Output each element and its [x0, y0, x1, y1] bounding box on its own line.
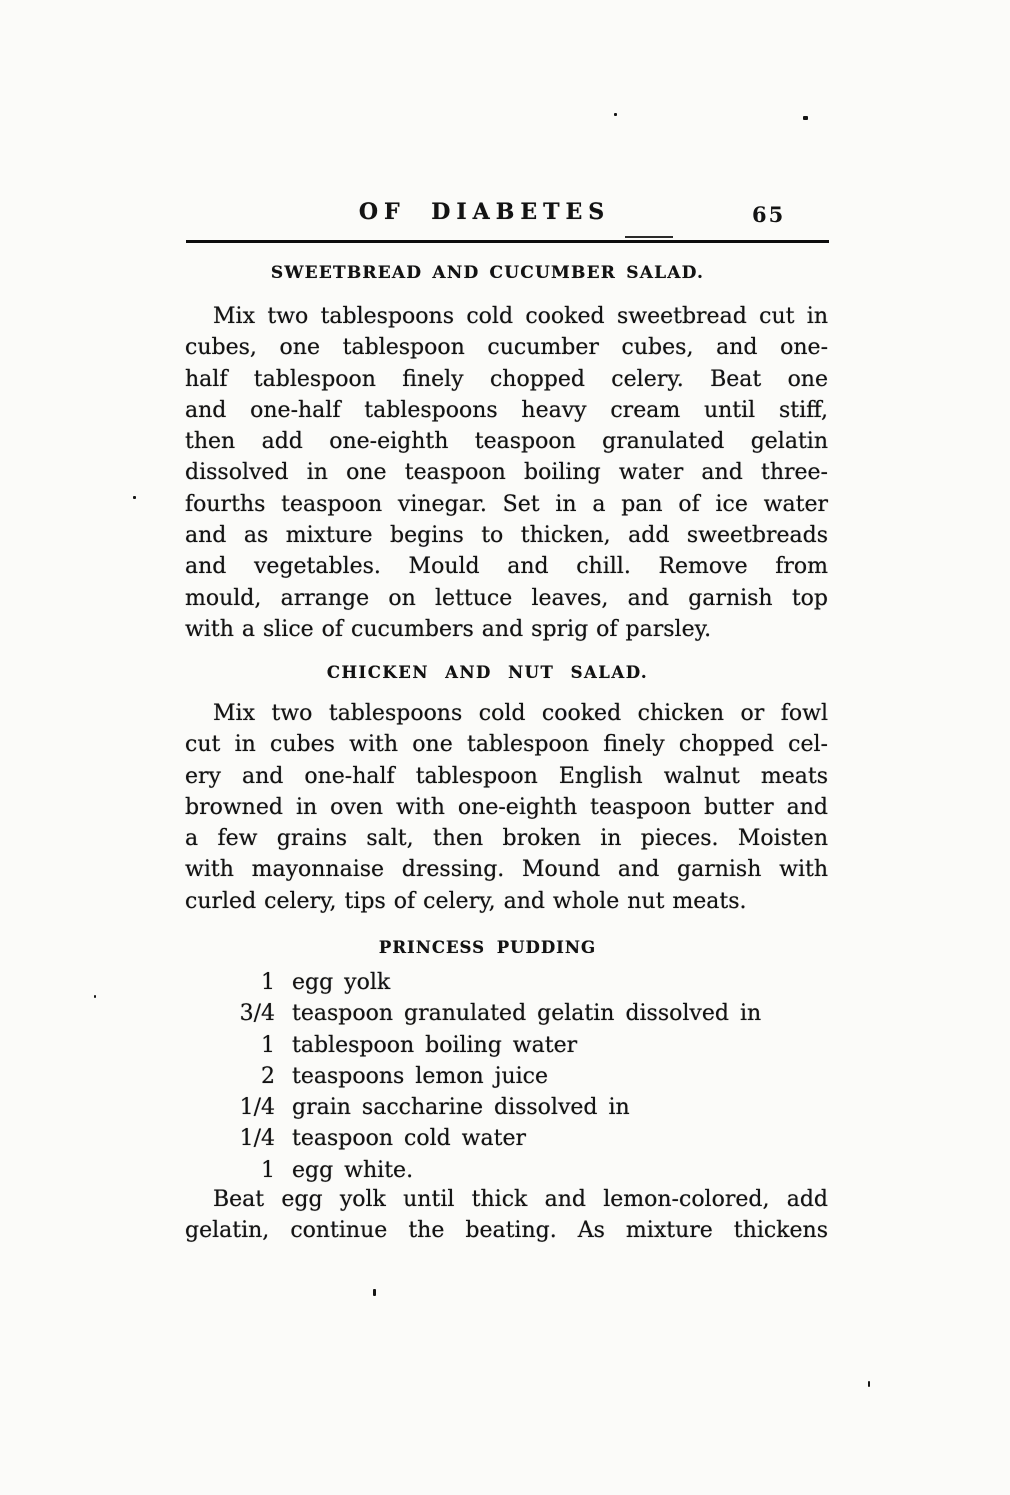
section-heading-princess-pudding: PRINCESS PUDDING: [378, 938, 597, 957]
ingredient-qty: 3/4: [239, 1001, 275, 1027]
ingredient-qty: 1/4: [239, 1126, 275, 1152]
ingredient-row: [185, 998, 828, 1029]
ingredient-text: grain saccharine dissolved in: [292, 1095, 630, 1121]
ingredient-row: [185, 1092, 828, 1123]
text-line: and vegetables. Mould and chill. Remove from: [185, 554, 828, 580]
text-line: mould, arrange on lettuce leaves, and garnish top: [185, 585, 828, 611]
text-line: cut in cubes with one tablespoon finely chopped cel-: [185, 732, 828, 758]
text-line: cubes, one tablespoon cucumber cubes, and one-: [185, 335, 828, 361]
text-line: gelatin, continue the beating. As mixture thickens: [185, 1218, 828, 1244]
text-line: ery and one-half tablespoon English walnut meats: [185, 763, 828, 789]
text-line: and one-half tablespoons heavy cream until stiff,: [185, 397, 828, 423]
section-heading-sweetbread-salad: SWEETBREAD AND CUCUMBER SALAD.: [270, 263, 705, 283]
text-line: dissolved in one teaspoon boiling water and three-: [185, 460, 828, 486]
ink-speck: [803, 116, 808, 120]
ink-speck: [868, 1381, 870, 1387]
chicken-nut-salad-paragraph: [185, 698, 828, 917]
ink-speck: [133, 496, 136, 499]
text-line: then add one-eighth teaspoon granulated gelatin: [185, 429, 828, 455]
text-line: Mix two tablespoons cold cooked sweetbread cut in: [213, 304, 828, 329]
ingredient-row: [185, 1155, 828, 1186]
text-line: and as mixture begins to thicken, add sweetbreads: [185, 523, 828, 549]
header-rule-fragment: [625, 236, 673, 238]
ingredient-text: teaspoon granulated gelatin dissolved in: [292, 1001, 762, 1027]
running-head-title: OF DIABETES: [358, 199, 611, 225]
text-line: curled celery, tips of celery, and whole nut meats.: [185, 888, 747, 914]
ingredient-text: egg yolk: [292, 970, 391, 995]
ingredient-qty: 2: [261, 1063, 275, 1089]
text-line: fourths teaspoon vinegar. Set in a pan of ice water: [185, 491, 828, 517]
ingredient-text: egg white.: [292, 1157, 414, 1183]
text-line: with a slice of cucumbers and sprig of parsley.: [185, 616, 712, 642]
ingredient-text: teaspoon cold water: [292, 1126, 527, 1152]
section-heading-chicken-nut-salad: CHICKEN AND NUT SALAD.: [326, 663, 649, 682]
running-head: [185, 199, 828, 225]
ink-speck: [614, 113, 617, 116]
text-line: with mayonnaise dressing. Mound and garnish with: [185, 857, 828, 883]
page-number: 65: [752, 202, 786, 227]
ink-speck: [94, 995, 96, 998]
princess-pudding-instructions: [185, 1184, 828, 1247]
ingredient-qty: 1: [261, 970, 275, 995]
header-rule: [186, 240, 829, 243]
ingredient-row: [185, 1123, 828, 1154]
ingredient-row: [185, 967, 828, 998]
ingredient-text: tablespoon boiling water: [292, 1032, 578, 1058]
ingredient-qty: 1: [261, 1032, 275, 1058]
ingredient-list: [185, 967, 828, 1186]
text-line: half tablespoon finely chopped celery. Beat one: [185, 366, 828, 392]
text-line: browned in oven with one-eighth teaspoon butter and: [185, 794, 828, 820]
ingredient-row: [185, 1030, 828, 1061]
text-line: Mix two tablespoons cold cooked chicken or fowl: [213, 701, 828, 726]
text-line: Beat egg yolk until thick and lemon-colored, add: [213, 1187, 828, 1212]
ingredient-row: [185, 1061, 828, 1092]
ingredient-qty: 1/4: [239, 1095, 275, 1121]
ingredient-qty: 1: [261, 1157, 275, 1183]
ink-speck: [373, 1289, 376, 1296]
text-line: a few grains salt, then broken in pieces. Moisten: [185, 826, 828, 852]
sweetbread-salad-paragraph: [185, 301, 828, 645]
ingredient-text: teaspoons lemon juice: [292, 1063, 548, 1089]
